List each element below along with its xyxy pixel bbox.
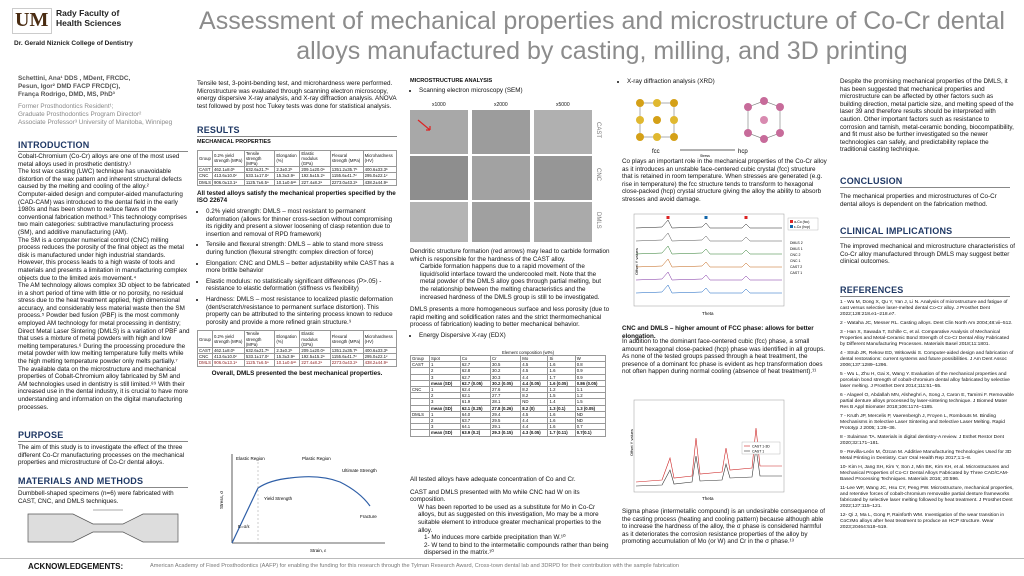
series-legend-label: DMLS 1 bbox=[790, 247, 803, 251]
table-header: Microhardness (HV) bbox=[363, 150, 396, 167]
series-legend-label: CAST 1 bbox=[790, 271, 803, 275]
legend-label: ε-Co (hcp) bbox=[794, 225, 811, 229]
method-text: Tensile test, 3-point-bending test, and microhardness were performed. Microstructure was evaluated through scanning electron microscopy, energy dispersive X-ray analysis, and X-ray diffraction analysis. ANOVA test followed by post hoc Tukey tests was done for statistical analysis. bbox=[197, 80, 397, 110]
stress-label: Stress bbox=[700, 154, 710, 158]
mo-text-2: W has been reported to be used as a substitute for Mo in Co-Cr alloys, but as suggested on this investigation, Mo may be a more suitable element to introduce greater mechanical properties to the alloy. bbox=[418, 503, 602, 534]
affiliation-3: Associate Professor³ University of Manitoba, Winnipeg bbox=[18, 119, 173, 126]
microstructure-heading: MICROSTRUCTURE ANALYSIS bbox=[410, 78, 493, 84]
list-item: • Energy Dispersive X-ray (EDX) bbox=[419, 332, 610, 340]
table-cell: 1.6 bbox=[548, 418, 575, 424]
phase-marker bbox=[705, 216, 708, 219]
dmls-text: DMLS presents a more homogeneous surface and less porosity (due to rapid melting and solidification rates and the strict thermomechanical process of fabrication) leading to better mechanical behavior. bbox=[410, 306, 610, 329]
series-legend-label: CNC 1 bbox=[790, 259, 801, 263]
table-cell: 1.5 bbox=[575, 399, 605, 405]
series-legend-label: CNC 2 bbox=[790, 253, 801, 257]
slope-label: E=σ/ε bbox=[238, 524, 250, 529]
table-cell: 28.1 bbox=[491, 399, 521, 405]
table-cell: 62.7 bbox=[460, 374, 490, 380]
table-cell: mean (SD) bbox=[430, 380, 461, 386]
table-cell: 27.8 (0.26) bbox=[491, 405, 521, 411]
table-cell: 1125.7±6.5ᵃ bbox=[244, 179, 274, 185]
edx-table bbox=[410, 355, 606, 437]
intro-paragraph: Computer-aided design and computer-aided manufacturing (CAD-CAM) was introduced to the dental field in the early 1980s and has been shown to reduce flaws of the conventional fabrication method.³ This technology comprises two main categories: subtractive manufacturing process (SM), and additive manufacturing (AM). bbox=[18, 190, 187, 236]
row-label-cast: CAST bbox=[595, 122, 601, 139]
table-cell: 62.7 bbox=[460, 362, 490, 368]
introduction-heading: INTRODUCTION bbox=[18, 140, 90, 150]
table-cell: 1.2 bbox=[575, 393, 605, 399]
reference-item: 11-Lee WF, Wang JC, Hsu CY, Peng PW. Microstructure, mechanical properties, and retentive forces of cobalt-chromium removable partial denture frameworks fabricated by selective laser melting followed by heat treatment. J Prosthet Dent 2022;127:115–121. bbox=[840, 486, 1014, 509]
table-cell: 10.1±0.6ᵃᵇ bbox=[275, 360, 300, 366]
table-cell: 227.4±8.2ᵃ bbox=[300, 179, 330, 185]
table-header: Elastic modulus (GPa) bbox=[300, 150, 330, 167]
table-cell: 4.5 bbox=[521, 362, 548, 368]
table-cell: 192.5±15.2ᵃ bbox=[300, 173, 330, 179]
table-cell: 4.4 bbox=[521, 374, 548, 380]
table-cell: 10.1±0.6ᵃᵇ bbox=[275, 179, 300, 185]
table-header: Microhardness (HV) bbox=[363, 331, 396, 348]
conclusion-section bbox=[840, 176, 1015, 208]
list-item: • Elastic modulus: no statistically significant differences (P>.05) - resistance to elastic deformation (stiffness vs flexibility) bbox=[206, 278, 397, 293]
yield-label: Yield Strength bbox=[264, 496, 293, 501]
table-row bbox=[411, 430, 606, 436]
dumbbell-specimen-diagram bbox=[18, 508, 188, 548]
table-cell: CNC bbox=[198, 354, 213, 360]
intro-paragraph: The available data on the microstructure and mechanical properties of Cobalt-Chromium alloy fabricated by SM and AM technologies used in dentistry is still limited.⁸⁹ With their increased use in the dental industry, it is crucial to have more understanding and information on the digital manufacturing processes. bbox=[18, 365, 188, 411]
table-cell: 2273.0±43.2ᵃ bbox=[330, 360, 363, 366]
table-cell: 1.1 bbox=[575, 387, 605, 393]
author-1: Schettini, Ana¹ DDS , MDent, FRCDC, bbox=[18, 75, 131, 82]
dendrite-text: Dendritic structure formation (red arrows) may lead to carbide formation which is responsible for the hardness of the CAST alloy. bbox=[410, 248, 610, 263]
magnification-label: x5000 bbox=[556, 102, 570, 108]
table-cell: 2 bbox=[430, 418, 461, 424]
table-row bbox=[198, 179, 397, 185]
iso-note: All tested alloys satisfy the mechanical properties specified by the ISO 22674 bbox=[197, 189, 396, 205]
series-legend-label: DMLS 2 bbox=[790, 241, 803, 245]
list-item: • Hardness: DMLS – most resistance to localized plastic deformation (dent/scratch/resistance to permanent surface distortion). This property can be attributed to the sintering process known to reduce porosity and provide a more refined grain structure.⁹ bbox=[206, 296, 397, 326]
table-cell: mean (SD) bbox=[430, 405, 461, 411]
table-cell: 0.8 bbox=[575, 362, 605, 368]
sem-image-grid bbox=[410, 102, 610, 244]
table-cell: ND bbox=[575, 418, 605, 424]
table-cell: CNC bbox=[198, 173, 213, 179]
discussion-text: Despite the promising mechanical properties of the DMLS, it has been suggested that mechanical properties and microstructure can be affected by other factors such as building direction, metal particle size, and melting speed of the laser 39 and therefore results should be interpreted with caution. Other important factors such as resistance to corrosion and tarnish, metal-ceramic bonding, biocompatibility, and fit must also be further investigated so the newer technologies can safely, and predictability replace the traditional casting technique. bbox=[840, 78, 1014, 154]
table-cell: 62.1 (0.25) bbox=[460, 405, 490, 411]
y-axis-label: Offset Y values bbox=[634, 248, 639, 275]
xrd-paragraph-1: Co plays an important role in the mechanical properties of the Co-Cr alloy as it introduces an unstable face-centered cubic crystal (fcc) structure that is retained in room temperature. When stresses are generated (e.g. rise in temperature) the fcc structure tends to transform to hexagonal close-packed (hcp) crystal structure giving the alloy the ability to absorb stresses and avoid damage. bbox=[622, 158, 827, 203]
table-cell: 1.5 bbox=[548, 393, 575, 399]
author-2: Pesun, Igor² DMD FACP FRCD(C), bbox=[18, 83, 121, 90]
table-cell: 1351.2±35.7ᵇ bbox=[330, 347, 363, 353]
table-cell: 63.9 (0.2) bbox=[460, 430, 490, 436]
author-block bbox=[18, 75, 178, 127]
reference-item: 7 - Kruth JP, Mercelis P, Vaerenbergh J, Froyen L, Rombouts M. Binding Mechanisms in Selective Laser Sintering and Selective Laser Melting. Rapid Prototyp J 2005; 1:26–36. bbox=[840, 414, 1006, 431]
table-header: 0.2% yield strength (MPa) bbox=[212, 150, 244, 167]
table-header: 0.2% yield strength (MPa) bbox=[212, 331, 244, 348]
table-cell: 8.2 bbox=[521, 387, 548, 393]
table-header: Group bbox=[198, 150, 213, 167]
row-label-cnc: CNC bbox=[595, 168, 601, 181]
conclusion-heading: CONCLUSION bbox=[840, 176, 903, 186]
stress-strain-curve bbox=[232, 477, 370, 543]
microstructure-section bbox=[410, 78, 610, 94]
table-cell: 632.6±21.7ᵇ bbox=[244, 167, 274, 173]
table-header-row bbox=[198, 150, 397, 167]
table-cell: 413.6±10.0ᶜ bbox=[212, 354, 244, 360]
table-cell: 533.1±17.0ᶜ bbox=[244, 173, 274, 179]
sem-image-cnc bbox=[472, 156, 530, 200]
introduction-section bbox=[18, 140, 190, 411]
edx-list bbox=[410, 332, 610, 340]
table-cell: 29.4 bbox=[491, 411, 521, 417]
table-cell: 64.1 bbox=[460, 424, 490, 430]
sem-image-cast bbox=[534, 110, 592, 154]
table-cell: 462.1±8.0ᵇ bbox=[212, 167, 244, 173]
purpose-section bbox=[18, 430, 190, 467]
table-cell: 1155.6±41.7ᶜ bbox=[330, 173, 363, 179]
overall-statement: Overall, DMLS presented the best mechanical properties. bbox=[211, 369, 383, 377]
poster-title: Assessment of mechanical properties and microstructure of Co-Cr dental alloys manufactured by casting, milling, and 3D printing bbox=[199, 7, 1005, 65]
table-cell: 2273.0±43.2ᵃ bbox=[330, 179, 363, 185]
table-cell: 0.7 bbox=[575, 424, 605, 430]
table-cell: DMLS bbox=[199, 360, 211, 366]
table-cell: 3 bbox=[430, 399, 461, 405]
conclusion-text: The mechanical properties and microstructures of Co-Cr dental alloys is dependent on the fabrication method. bbox=[840, 193, 997, 208]
reference-item: 4 - Strub JR, Rekow ED, Witkowski S. Computer-aided design and fabrication of dental restorations: current systems and future possibilities. J Am Dent Assoc 2006;137:1289–1296. bbox=[840, 351, 1014, 368]
table-cell: 438.2±44.9ᵃ bbox=[363, 179, 396, 185]
table-cell: 3 bbox=[430, 424, 461, 430]
xrd-sigma-plot bbox=[622, 398, 822, 504]
table-cell: 1351.2±35.7ᵇ bbox=[330, 167, 363, 173]
table-row bbox=[411, 380, 606, 386]
table-cell: 62.4 bbox=[460, 387, 490, 393]
intro-paragraph: Cobalt-Chromium (Co-Cr) alloys are one of the most used metal alloys used in prosthetic dentistry.¹ bbox=[18, 153, 180, 168]
table-header: Si bbox=[548, 356, 575, 362]
table-row bbox=[411, 405, 606, 411]
college-name: Dr. Gerald Niznick College of Dentistry bbox=[14, 40, 133, 47]
table-cell bbox=[411, 430, 430, 436]
carbide-text: Carbide formation happens due to a rapid movement of the liquid/solid interface toward the undercooled melt. Note that the metal powder of the DMLS alloy goes through partial melting, but the relationship between the melting characteristics and the increased hardness of the DMLS group is still to be investigated. bbox=[420, 263, 601, 301]
list-item: • Tensile and flexural strength: DMLS – able to stand more stress during function (flexural strength: complex direction of force) bbox=[206, 241, 397, 256]
table-cell: 1.6 bbox=[548, 362, 575, 368]
legend-label: CAST 1 bbox=[752, 449, 765, 454]
table-header: Elastic modulus (GPa) bbox=[300, 331, 330, 348]
intro-paragraph: The SM is a computer numerical control (CNC) milling process reduces the porosity of the final object as the metal disk is manufactured under high industrial standards. However, this process leads to a high waste of tools and materials and presents a limitation in manufacturing complex objects due to the limited axis movement.⁴ bbox=[18, 236, 188, 282]
fcc-label: fcc bbox=[652, 149, 660, 155]
affiliation-2: Graduate Prosthodontics Program Director² bbox=[18, 111, 142, 118]
table-cell: 1125.7±6.5ᵃ bbox=[244, 360, 274, 366]
table-cell: 3 bbox=[430, 374, 461, 380]
list-item: • 0.2% yield strength: DMLS – most resistant to permanent deformation (allows for thinner cross-section without compromising its rigidity and present a slower loosening of clasp retention due to insertion and removal of RPD framework) bbox=[206, 208, 397, 238]
table-cell: 4.5 bbox=[521, 368, 548, 374]
table-cell: 462.1±8.0ᵇ bbox=[212, 347, 244, 353]
table-cell: 1.4 bbox=[548, 399, 575, 405]
table-cell: 0.7(0.1) bbox=[575, 430, 605, 436]
table-row bbox=[198, 360, 397, 366]
table-cell: 2 bbox=[430, 368, 461, 374]
acknowledgements-bar bbox=[0, 558, 1024, 576]
stress-strain-diagram bbox=[210, 448, 390, 554]
references-list bbox=[840, 300, 1015, 531]
table-cell: 209.1±20.0ᵃ bbox=[300, 347, 330, 353]
table-cell: 400.6±33.3ᵇ bbox=[363, 167, 396, 173]
table-cell: 27.7 bbox=[491, 393, 521, 399]
table-header: Flexural strength (MPa) bbox=[330, 331, 363, 348]
table-cell: 2 bbox=[430, 393, 461, 399]
table-cell: 1.6 bbox=[548, 424, 575, 430]
legend-label: CAST 1-3D bbox=[752, 444, 770, 449]
table-cell: CAST bbox=[411, 362, 430, 368]
intro-paragraph: The lost wax casting (LWC) technique has unavoidable distortion of the wax pattern and inherent structural defects caused by the melting and cooling of the alloy.² bbox=[18, 168, 182, 191]
y-axis-label: Offset Y values bbox=[629, 429, 634, 456]
table-cell: 1.6 bbox=[548, 411, 575, 417]
table-cell: 8.2 (0) bbox=[521, 405, 548, 411]
legend-label: α-Co (fcc) bbox=[794, 220, 810, 224]
table-cell: 295.0±22.1ᶜ bbox=[363, 173, 396, 179]
magnification-label: x2000 bbox=[494, 102, 508, 108]
xrd-paragraph-2: In addition to the dominant face-centered cubic (fcc) phase, a small amount hexagonal close-packed (hcp) phase was identified in all groups. As none of the tested groups passed through a heat treatment, the presence of a dominant fcc phase is evident as hcp transformation does not often happen during normal cooling (absence of heat treatment).¹¹ bbox=[622, 338, 826, 376]
sem-image-dmls bbox=[472, 202, 530, 242]
edx-table-block bbox=[410, 350, 606, 437]
table-cell: 61.9 bbox=[460, 399, 490, 405]
table-cell: 1 bbox=[430, 411, 461, 417]
y-axis-label: Stress, σ bbox=[219, 490, 224, 509]
faculty-name: Rady Faculty of Health Sciences bbox=[56, 8, 122, 28]
table-cell: 906.0±13.1ᵃ bbox=[212, 360, 244, 366]
sem-image-cnc bbox=[410, 156, 468, 200]
reference-item: 10- Kim H, Jang SH, Kim Y, Son J, Min BK, Kim KH, et al. Microstructures and Mechanical Properties of Co-Cr Dental Alloys Fabricated by Three CAD/CAM-Based Processing Techniques. Materials 2016; 20:596. bbox=[840, 465, 1009, 482]
fcc-crystal-icon bbox=[636, 99, 678, 141]
materials-section bbox=[18, 476, 190, 551]
table-cell: 4.4 (0.05) bbox=[521, 380, 548, 386]
row-label-dmls: DMLS bbox=[595, 212, 601, 229]
plastic-region-label: Plastic Region bbox=[302, 456, 331, 461]
table-header: Group bbox=[198, 331, 213, 348]
mechanical-properties-subheading: MECHANICAL PROPERTIES bbox=[197, 139, 271, 145]
table-cell: ND bbox=[521, 399, 548, 405]
table-cell: 29.1 bbox=[491, 424, 521, 430]
reference-item: 1 - Wu M, Dong X, Qu Y, Yan J, Li N. Analysis of microstructure and fatigue of cast versus selective laser-melted dental Co-Cr alloy. J Prosthet Dent 2022;128:218.e1–218.e7. bbox=[840, 300, 1008, 317]
table-header: Flexural strength (MPa) bbox=[330, 150, 363, 167]
table-cell: CAST bbox=[199, 347, 211, 353]
phase-marker bbox=[667, 216, 670, 219]
elastic-region-label: Elastic Region bbox=[236, 456, 265, 461]
phase-marker bbox=[745, 216, 748, 219]
results-section bbox=[197, 125, 397, 377]
table-cell: 29.5 bbox=[491, 418, 521, 424]
purpose-text: The aim of this study is to investigate the effect of the three different Co-Cr manufacturing processes on the mechanical properties and microstructure of Co-Cr dental alloys. bbox=[18, 444, 185, 467]
fracture-label: Fracture bbox=[360, 514, 377, 519]
table-cell: 1.2 bbox=[548, 387, 575, 393]
table-cell: 533.1±17.0ᶜ bbox=[244, 354, 274, 360]
table-cell: 1.3 (0.05) bbox=[575, 405, 605, 411]
table-header: Tensile strength (MPa) bbox=[244, 331, 274, 348]
table-header: Elongation (%) bbox=[275, 150, 300, 167]
intro-paragraph: The AM technology allows complex 3D object to be fabricated in a short period of time with little or no porosity, no residual stress due to the heat treatment applied, high dimensional accuracy, and considerably less material waste then the SM process.⁵ Powder bed fusion (PBF) is the most commonly employed AM technology for metal processing in dentistry; Direct Metal Laser Sintering (DMLS) is a variation of PBF and that uses a mixture of metal powders with high and low melting temperatures.⁶ During the processing procedure the metal powder with low melting temperature fully melts while the high melting temperature powder only melts partially.⁷ bbox=[18, 282, 190, 366]
materials-text: Dumbbell-shaped specimens (n=6) were fabricated with CAST, CNC, and DMLS techniques. bbox=[18, 490, 174, 505]
xrd-list bbox=[618, 78, 828, 86]
table-cell: 62.8 bbox=[460, 368, 490, 374]
table-cell: 438.2±44.9ᵃ bbox=[363, 360, 396, 366]
table-cell: CNC bbox=[411, 387, 430, 393]
xrd-note: CNC and DMLS – higher amount of FCC phase: allows for better elongation. bbox=[622, 325, 814, 340]
table-cell: 4.4 bbox=[521, 424, 548, 430]
university-logo bbox=[10, 6, 160, 48]
table-cell: 227.4±8.2ᵃ bbox=[300, 360, 330, 366]
uts-label: Ultimate Strength bbox=[342, 468, 377, 473]
table-header-row bbox=[198, 331, 397, 348]
magnification-label: x1000 bbox=[432, 102, 446, 108]
sem-image-dmls bbox=[410, 202, 468, 242]
clinical-implications-section bbox=[840, 226, 1015, 266]
hcp-crystal-icon bbox=[744, 97, 784, 143]
table-header: Co bbox=[460, 356, 490, 362]
sem-image-cnc bbox=[534, 156, 592, 200]
table-cell: 632.6±21.7ᵇ bbox=[244, 347, 274, 353]
edx-discussion bbox=[410, 476, 610, 557]
table-cell: 30.2 (0.05) bbox=[491, 380, 521, 386]
list-item: • X-ray diffraction analysis (XRD) bbox=[627, 78, 828, 86]
table-cell: 62.1 bbox=[460, 393, 490, 399]
table-cell: ND bbox=[575, 411, 605, 417]
um-logo-mark: UM bbox=[12, 8, 52, 34]
table-header: W bbox=[575, 356, 605, 362]
reference-item: 2 - Wataha JC, Messer RL. Casting alloys. Dent Clin North Am 2004;48:vii–512. bbox=[840, 321, 1013, 326]
reference-item: 8 - Sulaiman TA. Materials in digital dentistry-A review. J Esthet Restor Dent 2020;32:171–181. bbox=[840, 435, 1004, 446]
table-cell: 400.6±33.3ᵇ bbox=[363, 347, 396, 353]
table-header: Tensile strength (MPa) bbox=[244, 150, 274, 167]
mo-point: 2- W tend to bind to the intermetallic compounds rather than being dispersed in the matrix.¹⁰ bbox=[424, 541, 609, 557]
table-cell: 0.86 (0.05) bbox=[575, 380, 605, 386]
mechanical-properties-table bbox=[197, 150, 397, 186]
table-cell: 1155.6±41.7ᶜ bbox=[330, 354, 363, 360]
table-header: Mo bbox=[521, 356, 548, 362]
table-cell: 64.0 bbox=[460, 411, 490, 417]
reference-item: 6 - Alageel O, Abdallah MN, Alsheghri A, Song J, Caron E, Tamimi F. Removable partial denture alloys processed by laser-sintering technique. J Biomed Mater Res B Appl Biomater 2018;106:1174–1185. bbox=[840, 393, 1014, 410]
x-axis-label: Theta bbox=[702, 311, 714, 316]
table-cell: mean (SD) bbox=[430, 430, 461, 436]
acknowledgements-label: ACKNOWLEDGEMENTS: bbox=[28, 562, 124, 571]
list-item: • Scanning electron microscopy (SEM) bbox=[419, 87, 610, 95]
table-cell: 2.3±0.2ᵇ bbox=[275, 167, 300, 173]
x-axis-label: Strain, ε bbox=[310, 548, 327, 553]
table-cell: 15.3±3.9ᵃ bbox=[275, 173, 300, 179]
table-cell: 1 bbox=[430, 387, 461, 393]
author-3: França Rodrigo, DMD, MS, PhD³ bbox=[18, 91, 115, 98]
table-cell: 29.3 (0.15) bbox=[491, 430, 521, 436]
table-cell: 1.6 (0.05) bbox=[548, 380, 575, 386]
clinical-implications-text: The improved mechanical and microstructure characteristics of Co-Cr alloy manufactured through DMLS may suggest better clinical outcomes. bbox=[840, 243, 1015, 266]
table-cell: 0.9 bbox=[575, 368, 605, 374]
table-cell: 63.7 bbox=[460, 418, 490, 424]
table-header: Spot bbox=[430, 356, 461, 362]
list-item: • Elongation: CNC and DMLS – better adjustability while CAST has a more brittle behavior bbox=[206, 260, 397, 275]
reference-item: 3 - Han X, Sawada T, Schille C, et al. Comparative Analysis of Mechanical Properties and Metal-Ceramic Bond Strength of Co-Cr Dental Alloy Fabricated by Different Manufacturing Processes. Materials Basel 2018;11:1801. bbox=[840, 330, 1010, 347]
table-cell: DMLS bbox=[199, 179, 211, 185]
table-cell: 4.3 (0.05) bbox=[521, 430, 548, 436]
sem-discussion bbox=[410, 248, 610, 340]
acknowledgements-text: American Academy of Fixed Prosthodontics (AAFP) for enabling the funding for this research through the Tylman Research Award, Cross-town dental lab and 3DRPD for their contribution with the sample fabrication bbox=[150, 563, 679, 569]
table-cell: 1.7 (0.11) bbox=[548, 430, 575, 436]
x-axis-label: Theta bbox=[702, 496, 714, 501]
table-cell: 906.0±13.1ᵃ bbox=[212, 179, 244, 185]
affiliation-1: Former Prosthodontics Resident¹; bbox=[18, 103, 114, 110]
table-cell: 1 bbox=[430, 362, 461, 368]
series-legend-label: CAST 2 bbox=[790, 265, 803, 269]
table-cell: 8.2 bbox=[521, 393, 548, 399]
mechanical-properties-table-highlighted bbox=[197, 330, 397, 366]
sem-image-dmls bbox=[534, 202, 592, 242]
table-cell: 0.9 bbox=[575, 374, 605, 380]
table-cell: 1.6 bbox=[548, 368, 575, 374]
reference-item: 12- Qi J, Ma L, Gong P, Rainforth WM. Investigation of the wear transition in CoCrMo alloys after heat treatment to produce an HCP structure. Wear 2023;20464:518–519. bbox=[840, 513, 1005, 530]
purpose-heading: PURPOSE bbox=[18, 430, 64, 440]
reference-item: 9 - Revilla-León M, Özcan M. Additive Manufacturing Technologies Used for 3D Metal Printing in Dentistry. Curr Oral Health Rep 2017;1:1–8. bbox=[840, 450, 1012, 461]
table-cell: 30.5 bbox=[491, 362, 521, 368]
sem-list bbox=[410, 87, 610, 95]
table-cell: 4.5 bbox=[521, 411, 548, 417]
xrd-section bbox=[618, 78, 828, 86]
table-header: Group bbox=[411, 356, 430, 362]
clinical-implications-heading: CLINICAL IMPLICATIONS bbox=[840, 226, 953, 236]
table-cell: 413.6±10.0ᶜ bbox=[212, 173, 244, 179]
table-cell: 1.7 bbox=[548, 374, 575, 380]
hcp-label: hcp bbox=[738, 149, 748, 155]
table-cell: CAST bbox=[199, 167, 211, 173]
mo-point: 1- Mo induces more carbide precipitation than W.¹⁰ bbox=[424, 534, 566, 542]
sigma-phase-text: Sigma phase (intermetallic compound) is an undesirable consequence of the casting process (heating and cooling pattern) because although able to increase the hardness of the alloy, the σ phase is considered harmful as it deteriorates the corrosion resistance properties of the alloy by promoting accumulation of Mo (or W) and Cr in the σ phase.¹³ bbox=[622, 508, 826, 546]
references-section bbox=[840, 285, 1015, 531]
table-cell: 2.3±0.2ᵇ bbox=[275, 347, 300, 353]
crystal-structure-diagram bbox=[630, 95, 800, 158]
table-cell: DMLS bbox=[411, 411, 430, 417]
results-bullet-list bbox=[197, 208, 397, 326]
edx-note: All tested alloys have adequate concentration of Co and Cr. bbox=[410, 476, 576, 483]
table-header: Cr bbox=[491, 356, 521, 362]
table-header: Elongation (%) bbox=[275, 331, 300, 348]
table-cell: 209.1±20.0ᵃ bbox=[300, 167, 330, 173]
results-heading: RESULTS bbox=[197, 125, 240, 135]
table-cell: 30.2 bbox=[491, 368, 521, 374]
edx-table-caption: Element composition (wt%) bbox=[501, 350, 555, 355]
reference-item: 5 - Wu L, Zhu H, Gai X, Wang Y. Evaluation of the mechanical properties and porcelain bond strength of cobalt-chromium dental alloy fabricated by selective laser melting. J Prosthet Dent 2014;111:51–55. bbox=[840, 372, 1010, 389]
table-cell: 27.6 bbox=[491, 387, 521, 393]
table-cell: 4.4 bbox=[521, 418, 548, 424]
xrd-stacked-plot bbox=[622, 212, 822, 320]
table-cell: 192.5±15.2ᵃ bbox=[300, 354, 330, 360]
references-heading: REFERENCES bbox=[840, 285, 904, 295]
materials-heading: MATERIALS AND METHODS bbox=[18, 476, 144, 486]
sem-image-cast bbox=[472, 110, 530, 154]
table-cell: 62.7 (0.05) bbox=[460, 380, 490, 386]
series-legend bbox=[790, 241, 803, 275]
table-cell: 30.3 bbox=[491, 374, 521, 380]
red-arrow-icon bbox=[416, 116, 456, 146]
table-cell: 15.3±3.9ᵃ bbox=[275, 354, 300, 360]
mo-text: CAST and DMLS presented with Mo while CNC had W on its composition. bbox=[410, 488, 580, 504]
table-cell: 295.0±22.1ᶜ bbox=[363, 354, 396, 360]
table-cell: 1.3 (0.1) bbox=[548, 405, 575, 411]
